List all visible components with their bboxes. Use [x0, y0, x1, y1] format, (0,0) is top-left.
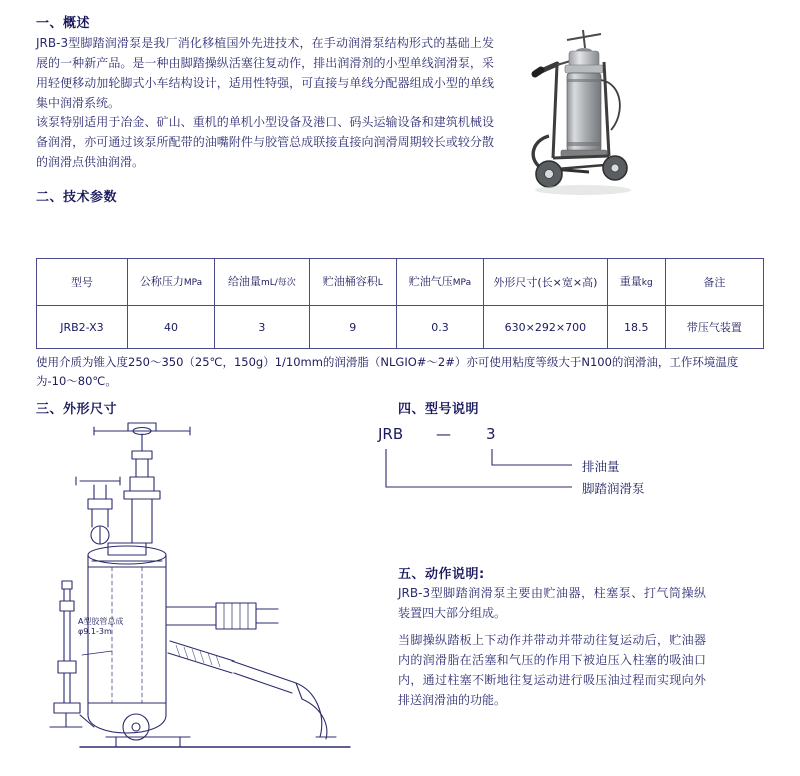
section-4-title: 四、型号说明 [398, 402, 480, 417]
model-code-diagram [360, 415, 780, 530]
section-2-title: 二、技术参数 [36, 190, 118, 205]
header-weight: 重量kg [607, 259, 665, 306]
table-row [37, 306, 764, 349]
section-5-paragraph-2: 当脚操纵踏板上下动作并带动并带动往复运动后，贮油器内的润滑脂在活塞和气压的作用下被迫压入柱塞的吸油口内，通过柱塞不断地往复运动进行吸压油过程而实现向外排送润滑油的功能。 [398, 633, 706, 707]
section-5-title: 五、动作说明: [398, 567, 485, 582]
header-tank-volume: 贮油桶容积L [309, 259, 396, 306]
dimension-drawing [20, 415, 380, 760]
header-remarks: 备注 [665, 259, 763, 306]
cell-remarks: 带压气装置 [665, 306, 763, 349]
model-code-suffix: 3 [486, 425, 496, 443]
cell-tank-air-pressure: 0.3 [396, 306, 483, 349]
cell-dimensions: 630×292×700 [484, 306, 608, 349]
hose-callout-label: A型胶管总成 [78, 617, 124, 626]
model-code-prefix: JRB [378, 425, 404, 443]
header-nominal-pressure: 公称压力MPa [127, 259, 214, 306]
section-1-title: 一、概述 [36, 16, 91, 31]
header-dimensions: 外形尺寸(长×宽×高) [484, 259, 608, 306]
header-model: 型号 [37, 259, 128, 306]
section-3-title: 三、外形尺寸 [36, 402, 118, 417]
section-1-paragraph-1: JRB-3型脚踏润滑泵是我厂消化移植国外先进技术，在手动润滑泵结构形式的基础上发展的一种新产品。是一种由脚踏操纵活塞往复动作，排出润滑剂的小型单线润滑泵，采用轻便移动加轮脚式小车结构设计，适用性特强，可直接与单线分配器组成小型的单线集中润滑系统。 [36, 36, 494, 110]
cell-tank-volume: 9 [309, 306, 396, 349]
cell-model: JRB2-X3 [37, 306, 128, 349]
model-code-leader-lines [360, 415, 780, 530]
header-tank-air-pressure: 贮油气压MPa [396, 259, 483, 306]
model-code-dash: — [436, 425, 451, 443]
hose-callout-spec: φ9.1-3m [78, 627, 112, 636]
cell-weight: 18.5 [607, 306, 665, 349]
table-header-row [37, 259, 764, 306]
table-note: 使用介质为锥入度250～350（25℃，150g）1/10mm的润滑脂（NLGIO#～2#）亦可使用粘度等级大于N100的润滑油，工作环境温度为-10～80℃。 [36, 355, 739, 388]
model-label-discharge: 排油量 [582, 459, 620, 474]
model-label-pump: 脚踏润滑泵 [582, 481, 645, 496]
section-5-paragraph-1: JRB-3型脚踏润滑泵主要由贮油器，柱塞泵、打气筒操纵装置四大部分组成。 [398, 586, 706, 620]
specifications-table [36, 258, 764, 349]
cell-nominal-pressure: 40 [127, 306, 214, 349]
cell-oil-supply: 3 [215, 306, 310, 349]
product-photo [505, 18, 685, 203]
header-oil-supply: 给油量mL/每次 [215, 259, 310, 306]
section-1-paragraph-2: 该泵特别适用于冶金、矿山、重机的单机小型设备及港口、码头运输设备和建筑机械设备润滑，亦可通过该泵所配带的油嘴附件与胶管总成联接直接向润滑周期较长或较分散的润滑点供油润滑。 [36, 115, 494, 169]
